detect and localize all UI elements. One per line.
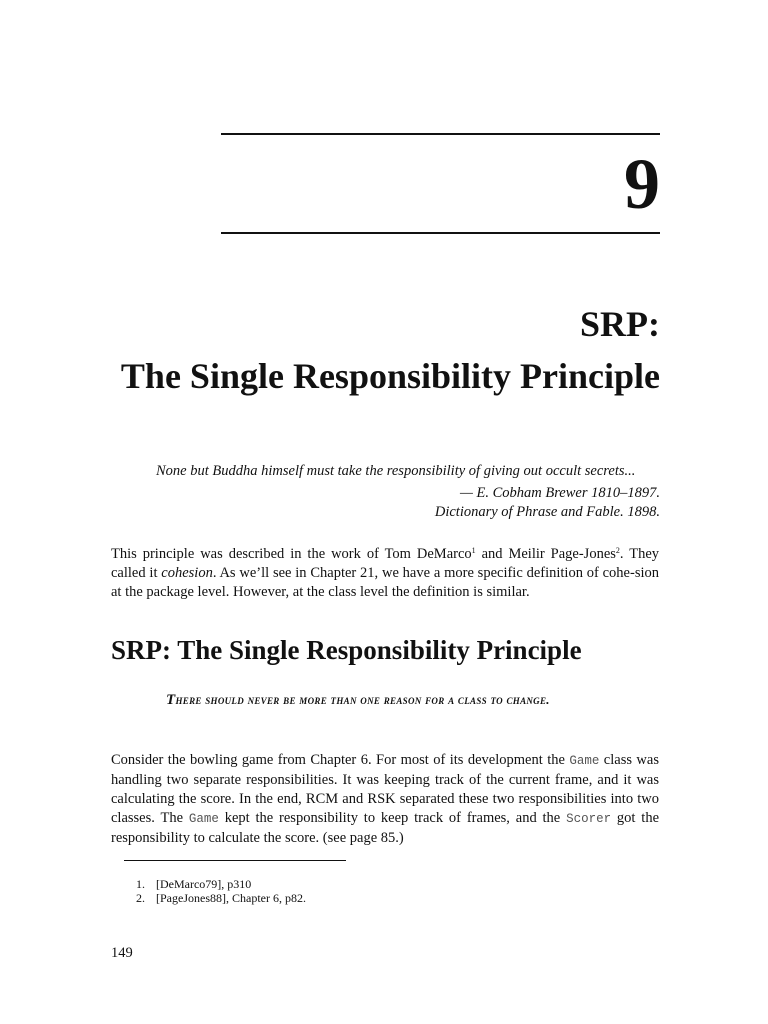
- section-heading: SRP: The Single Responsibility Principle: [111, 635, 582, 665]
- footnote-text: [DeMarco79], p310: [156, 877, 252, 891]
- footnote-item: [136, 877, 306, 891]
- footnote-list: [136, 877, 306, 905]
- page-number: 149: [111, 945, 133, 961]
- intro-text-2: and Meilir Page-Jones: [475, 546, 616, 562]
- body-text-1: Consider the bowling game from Chapter 6. For most of its development the: [111, 752, 570, 768]
- footnote-number: 1.: [136, 877, 145, 891]
- chapter-number: 9: [624, 144, 660, 224]
- body-text-4: got the responsibility to calculate the score. (see page 85.): [111, 810, 660, 846]
- body-paragraph: [111, 751, 659, 848]
- footnote-ref-1: 1: [471, 546, 476, 555]
- statement-initial: T: [166, 692, 176, 708]
- code-game-2: Game: [188, 812, 219, 826]
- chapter-rule-top: [221, 133, 660, 135]
- chapter-title-line-2: The Single Responsibility Principle: [120, 356, 660, 396]
- epigraph-attribution: — E. Cobham Brewer 1810–1897.: [459, 484, 660, 501]
- footnote-ref-2: 2: [615, 546, 620, 555]
- intro-text-1: This principle was described in the work of Tom DeMarco: [111, 546, 472, 562]
- intro-text-4: . As we’ll see in Chapter 21, we have a more specific definition of cohe-sion at the package level. However, at the class level the definition is similar.: [111, 565, 659, 600]
- intro-paragraph: [111, 545, 659, 602]
- body-text-2: class was handling two separate responsibilities. It was keeping track of the current frame, and it was calculating the score. In the end, RCM and RSK separated these two responsibilities into two classes. The: [111, 752, 659, 826]
- epigraph: [110, 462, 660, 523]
- epigraph-quote: None but Buddha himself must take the responsibility of giving out occult secrets...: [156, 463, 636, 479]
- epigraph-source: Dictionary of Phrase and Fable. 1898.: [434, 504, 660, 520]
- principle-statement: [166, 689, 606, 711]
- footnote-number: 2.: [136, 891, 145, 905]
- intro-text-3: . They called it: [111, 546, 660, 581]
- code-game: Game: [569, 754, 600, 768]
- chapter-title-line-1: SRP:: [580, 304, 660, 344]
- footnote-text: [PageJones88], Chapter 6, p82.: [156, 891, 306, 905]
- chapter-rule-bottom: [221, 232, 660, 234]
- body-text-3: kept the responsibility to keep track of frames, and the: [218, 810, 567, 826]
- footnote-item: [136, 891, 306, 905]
- statement-text: here should never be more than one reason for a class to change.: [175, 692, 550, 707]
- code-scorer: Scorer: [566, 812, 612, 826]
- footnote-separator: [124, 860, 346, 861]
- intro-emphasis: cohesion: [161, 565, 213, 581]
